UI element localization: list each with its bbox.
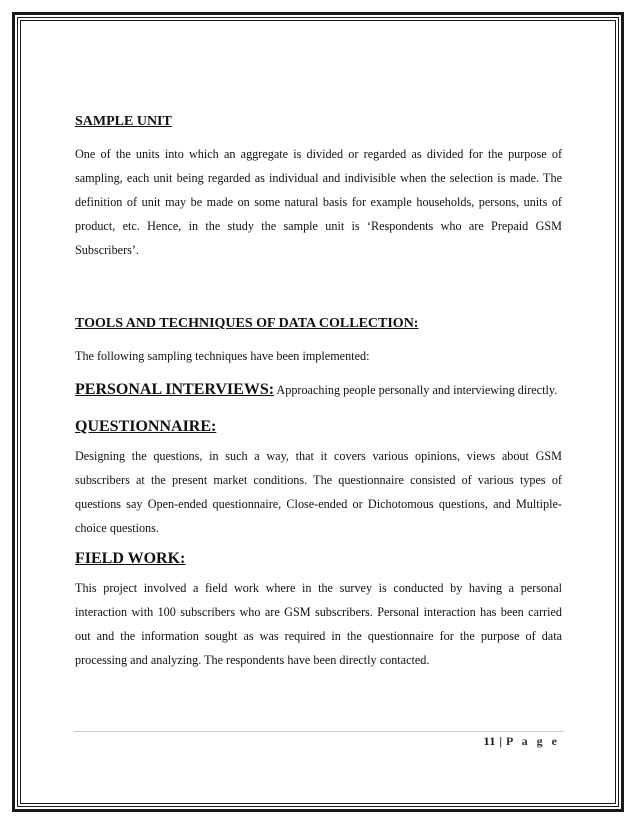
heading-sample-unit: SAMPLE UNIT	[75, 114, 172, 129]
heading-field-work: FIELD WORK:	[75, 550, 186, 567]
section-sample-unit	[75, 112, 562, 262]
section-field-work	[75, 548, 562, 672]
personal-interviews-text: Approaching people personally and interviewing directly.	[274, 383, 558, 397]
page-number: 11	[483, 734, 496, 748]
footer-separator: |	[495, 734, 506, 748]
heading-tools: TOOLS AND TECHNIQUES OF DATA COLLECTION:	[75, 316, 419, 331]
paragraph-tools-intro: The following sampling techniques have been implemented:	[75, 349, 370, 363]
heading-questionnaire: QUESTIONNAIRE:	[75, 418, 217, 435]
page-label: P a g e	[506, 734, 560, 748]
section-tools	[75, 314, 562, 402]
page-footer	[484, 734, 561, 749]
document-body	[75, 112, 562, 672]
paragraph-questionnaire: Designing the questions, in such a way, that it covers various opinions, views about GSM subscribers at the present market conditions. The questionnaire consisted of various types of questions say Open-ended questionnaire, Close-ended or Dichotomous questions, and Multiple-choice questions.	[75, 449, 562, 535]
section-questionnaire	[75, 416, 562, 540]
personal-interviews-line	[75, 378, 562, 402]
paragraph-field-work: This project involved a field work where in the survey is conducted by having a personal interaction with 100 subscribers who are GSM subscribers. Personal interaction has been carried out and the information sought as was required in the questionnaire for the purpose of data processing and analyzing. The respondents have been directly contacted.	[75, 581, 562, 667]
footer-divider	[74, 731, 564, 732]
heading-personal-interviews: PERSONAL INTERVIEWS:	[75, 381, 275, 398]
paragraph-sample-unit: One of the units into which an aggregate is divided or regarded as divided for the purpose of sampling, each unit being regarded as individual and indivisible when the selection is made. The definition of unit may be made on some natural basis for example households, persons, units of product, etc. Hence, in the study the sample unit is ‘Respondents who are Prepaid GSM Subscribers’.	[75, 147, 562, 257]
